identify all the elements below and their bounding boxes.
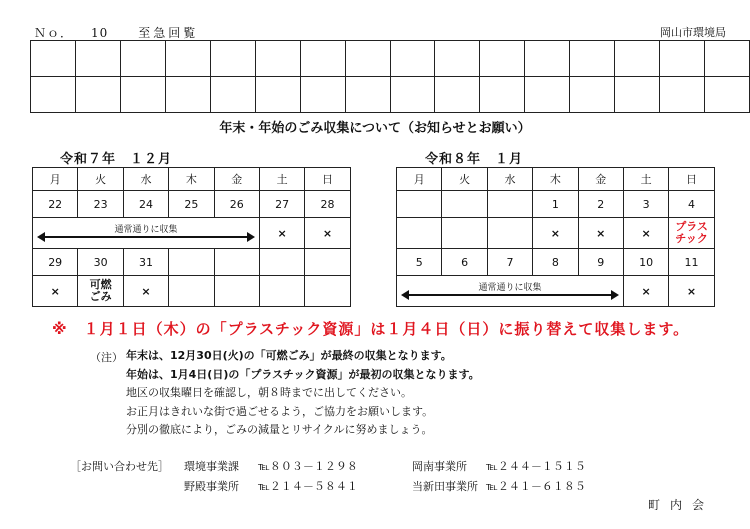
empty-cell [397,218,442,249]
empty-cell [305,276,350,307]
stamp-box [660,41,705,77]
office-entry [412,457,478,497]
date-cell: 22 [33,191,78,218]
issuer-org: 岡山市環境局 [660,26,726,39]
date-cell: 11 [669,249,714,276]
weekday-row [33,168,351,191]
no-collection-mark: × [533,218,578,249]
weekday-sat: 土 [259,168,304,191]
date-row [33,191,351,218]
stamp-box [31,41,76,77]
date-cell: 29 [33,249,78,276]
office-name: 当新田事業所 [412,480,478,493]
date-cell: 3 [623,191,668,218]
stamp-box [570,41,615,77]
stamp-box [705,77,750,113]
transfer-notice: ※ １月１日（木）の「プラスチック資源」は１月４日（日）に振り替えて収集します。 [52,320,690,338]
stamp-box [435,77,480,113]
weekday-mon: 月 [33,168,78,191]
office-name: 野殿事業所 [184,480,239,493]
plastic-line-1: プラス [675,220,708,233]
date-cell: 6 [442,249,487,276]
office-name: 岡南事業所 [412,460,467,473]
date-cell: 30 [78,249,123,276]
stamp-box [345,41,390,77]
note-line: 年末は、12月30日(火)の「可燃ごみ」が最終の収集となります。 [126,349,452,362]
date-cell [305,249,350,276]
normal-collection-span [33,218,260,249]
stamp-grid [30,40,750,113]
plastic-collection-cell [669,218,714,249]
no-collection-mark: × [305,218,350,249]
date-cell: 25 [169,191,214,218]
note-line: お正月はきれいな街で過ごせるよう，ご協力をお願いします。 [126,404,434,418]
office-tel: ℡２１４－５８４１ [258,480,358,493]
stamp-box [435,41,480,77]
date-cell: 24 [123,191,168,218]
no-label: Ｎｏ． [34,26,74,40]
stamp-box [570,77,615,113]
date-cell: 4 [669,191,714,218]
stamp-box [120,77,165,113]
stamp-box [75,77,120,113]
burnable-line-1: 可燃 [89,278,112,291]
stamp-box [255,77,300,113]
empty-cell [169,276,214,307]
note-label: （注） [90,351,123,364]
weekday-row [397,168,715,191]
date-cell: 27 [259,191,304,218]
collection-row [397,276,715,307]
neighborhood-association: 町内会 [647,498,714,512]
date-cell [259,249,304,276]
weekday-sun: 日 [669,168,714,191]
date-cell [169,249,214,276]
stamp-box [165,77,210,113]
plastic-line-2: チック [675,232,708,245]
date-cell: 2 [578,191,623,218]
date-cell: 31 [123,249,168,276]
note-line: 年始は、1月4日(日)の「プラスチック資源」が最初の収集となります。 [126,367,480,381]
date-row [397,249,715,276]
office-tel: ℡２４１－６１８５ [486,480,586,493]
date-row [397,191,715,218]
date-cell: 26 [214,191,259,218]
stamp-box [615,77,660,113]
normal-collection-label: 通常通りに収集 [478,283,542,293]
stamp-box [390,41,435,77]
notes-list [126,347,480,440]
contact-label: ［お問い合わせ先］ [70,460,169,473]
dec-heading: 令和７年 １２月 [60,152,173,167]
weekday-fri: 金 [214,168,259,191]
urgent-circular-label: 至急回覧 [138,26,199,40]
stamp-box [255,41,300,77]
note-line: 地区の収集曜日を確認し，朝８時までに出してください。 [126,386,412,399]
no-collection-mark: × [669,276,714,307]
burnable-line-2: ごみ [89,290,112,303]
date-cell [214,249,259,276]
empty-cell [442,218,487,249]
stamp-box [480,77,525,113]
weekday-tue: 火 [442,168,487,191]
office-tel-col [486,457,586,497]
stamp-box [75,41,120,77]
date-cell [487,191,532,218]
office-name: 環境事業課 [184,460,239,473]
stamp-box [165,41,210,77]
no-collection-mark: × [623,218,668,249]
no-collection-mark: × [123,276,168,307]
weekday-mon: 月 [397,168,442,191]
weekday-tue: 火 [78,168,123,191]
date-row [33,249,351,276]
stamp-box [705,41,750,77]
stamp-box [525,41,570,77]
stamp-box [345,77,390,113]
empty-cell [259,276,304,307]
normal-collection-label: 通常通りに収集 [114,225,178,235]
date-cell: 28 [305,191,350,218]
weekday-fri: 金 [578,168,623,191]
date-cell: 8 [533,249,578,276]
weekday-wed: 水 [487,168,532,191]
jan-heading: 令和８年 １月 [425,152,524,167]
stamp-box [210,41,255,77]
normal-collection-span [397,276,624,307]
stamp-box [300,77,345,113]
no-collection-mark: × [623,276,668,307]
jan-calendar [396,167,715,307]
double-arrow-icon [43,236,249,238]
no-collection-mark: × [578,218,623,249]
date-cell: 7 [487,249,532,276]
date-cell [442,191,487,218]
dec-calendar [32,167,351,307]
date-cell: 5 [397,249,442,276]
note-line: 分別の徹底により，ごみの減量とリサイクルに努めましょう。 [126,423,433,436]
collection-row [33,218,351,249]
stamp-box [525,77,570,113]
date-cell: 1 [533,191,578,218]
weekday-thu: 木 [169,168,214,191]
stamp-box [615,41,660,77]
no-collection-mark: × [259,218,304,249]
date-cell: 10 [623,249,668,276]
date-cell [397,191,442,218]
empty-cell [487,218,532,249]
page-title: 年末・年始のごみ収集について（お知らせとお願い） [219,121,531,136]
stamp-box [120,41,165,77]
stamp-box [31,77,76,113]
office-tel: ℡８０３－１２９８ [258,460,358,473]
weekday-sat: 土 [623,168,668,191]
weekday-thu: 木 [533,168,578,191]
collection-row [397,218,715,249]
office-tel-col [258,457,358,497]
stamp-box [480,41,525,77]
stamp-box [300,41,345,77]
no-collection-mark: × [33,276,78,307]
date-cell: 23 [78,191,123,218]
burnable-garbage-cell [78,276,123,307]
stamp-box [210,77,255,113]
circular-header [34,24,198,41]
stamp-box [660,77,705,113]
weekday-wed: 水 [123,168,168,191]
empty-cell [214,276,259,307]
office-tel: ℡２４４－１５１５ [486,460,586,473]
collection-row [33,276,351,307]
date-cell: 9 [578,249,623,276]
circular-number: 10 [91,26,109,40]
weekday-sun: 日 [305,168,350,191]
office-entry [184,457,239,497]
double-arrow-icon [407,294,613,296]
stamp-box [390,77,435,113]
